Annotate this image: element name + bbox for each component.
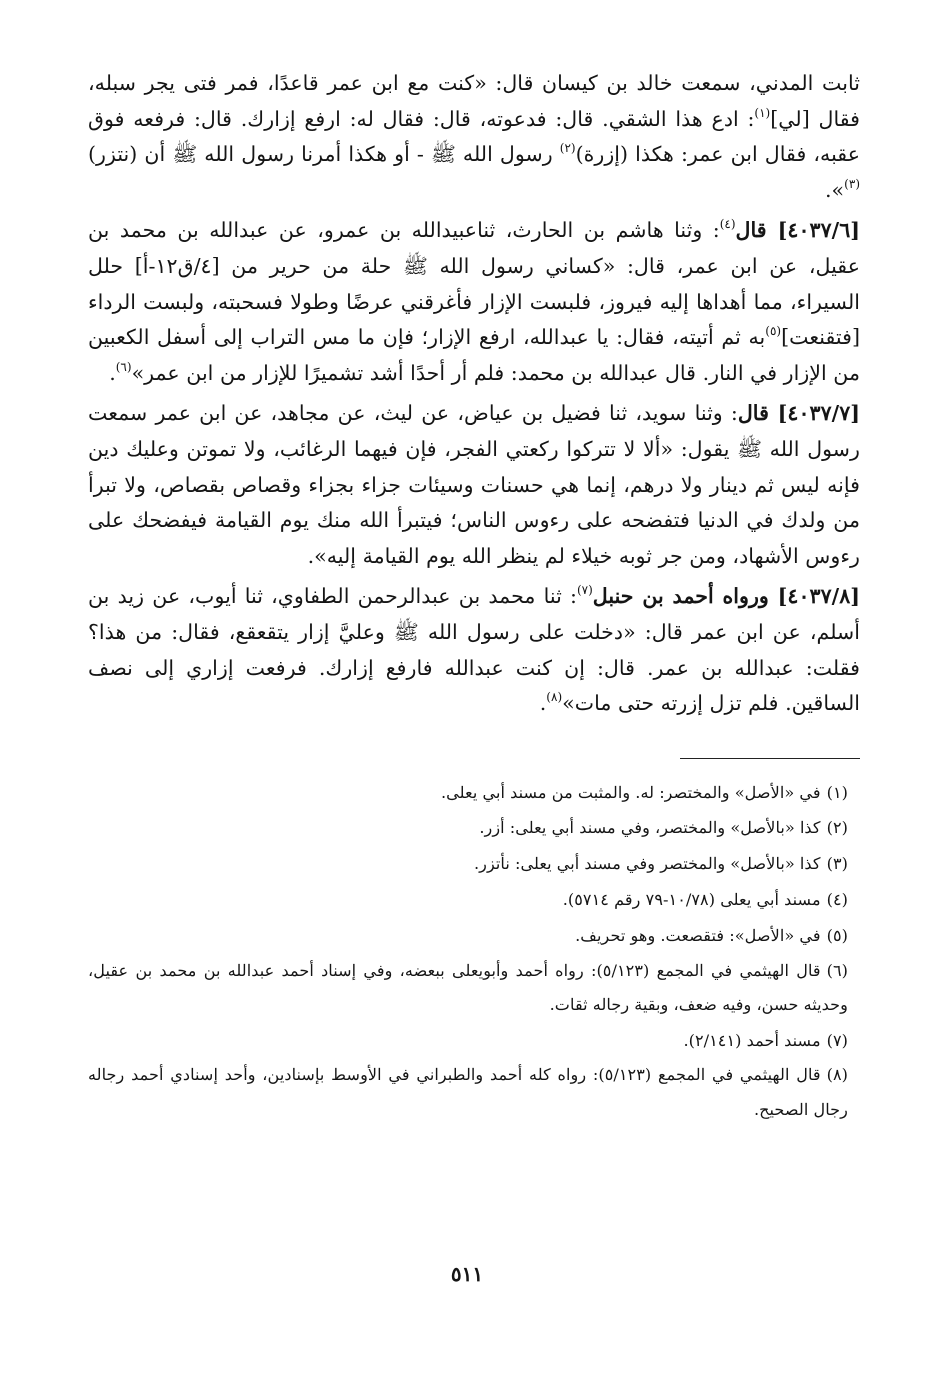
paragraph-4037-8 <box>88 579 860 721</box>
footnote-4 <box>88 882 860 918</box>
text-run: به ثم أتيته، فقال: يا عبدالله، ارفع الإزار؛ فإن ما مس التراب إلى أسفل الكعبين من الإزار في النار. قال عبدالله بن محمد: فلم أر أحدًا أشد تشميرًا للإزار من ابن عمر» <box>88 325 860 385</box>
footnotes <box>88 775 860 1128</box>
footnote-8 <box>88 1058 860 1127</box>
footnote-number: (٦) <box>826 960 848 980</box>
footnote-text: كذا «بالأصل» والمختصر وفي مسند أبي يعلى: نأتزر. <box>474 854 821 874</box>
footnote-text: مسند أحمد (٢/١٤١). <box>683 1030 821 1050</box>
footnote-5 <box>88 918 860 954</box>
footnote-number: (٨) <box>826 1065 848 1085</box>
footnote-text: في «الأصل» والمختصر: له. والمثبت من مسند أبي يعلى. <box>441 782 821 802</box>
footnote-ref[interactable]: (٢) <box>559 141 576 156</box>
footnote-ref[interactable]: (٣) <box>844 176 860 191</box>
footnote-ref[interactable]: (٨) <box>546 690 563 705</box>
footnote-ref[interactable]: (٧) <box>576 583 593 598</box>
footnote-text: قال الهيثمي في المجمع (٥/١٢٣): رواه كله أحمد والطبراني في الأوسط بإسنادين، وأحد إسنادي أحمد رجاله رجال الصحيح. <box>88 1065 848 1119</box>
footnote-ref[interactable]: (١) <box>754 105 771 120</box>
footnote-ref[interactable]: (٥) <box>765 324 782 339</box>
paragraph-4037-6 <box>88 213 860 391</box>
footnote-number: (٢) <box>826 818 848 838</box>
footnote-divider <box>680 758 860 759</box>
footnote-text: مسند أبي يعلى (١٠/٧٨-٧٩ رقم ٥٧١٤). <box>562 890 821 910</box>
footnote-1 <box>88 775 860 811</box>
footnote-7 <box>88 1023 860 1059</box>
footnote-text: في «الأصل»: فتقصعت. وهو تحريف. <box>575 925 821 945</box>
paragraph-1 <box>88 66 860 208</box>
footnote-text: كذا «بالأصل» والمختصر، وفي مسند أبي يعلى: أزر. <box>479 818 821 838</box>
hadith-number: [٤٠٣٧/٨] ورواه أحمد بن حنبل <box>592 584 860 609</box>
text-run: : ادع هذا الشقي. قال: فدعوته، قال: فقال له: ارفع إزارك. قال: فرفعه فوق عقبه، فقال ابن عمر: هكذا (إزرة) <box>88 106 860 167</box>
text-run: : وثنا سويد، ثنا فضيل بن عياض، عن ليث، عن مجاهد، عن ابن عمر سمعت رسول الله ﷺ يقول: «ألا لا تتركوا ركعتي الفجر، فإن فيهما الرغائب، ولا تموتن وعليك دين فإنه ليس ثم دينار ولا درهم، إنما هي حسنات وسيئات جزاء بجزاء وقصاص بقصاص، ولا تبرأ من ولدك في الدنيا فتفضحه على رءوس الناس؛ فيتبرأ الله منك يوم القيامة فيفضحك على رءوس الأشهاد، ومن جر ثوبه خيلاء لم ينظر الله يوم القيامة إليه». <box>88 401 860 568</box>
footnote-2 <box>88 810 860 846</box>
footnote-3 <box>88 846 860 882</box>
footnote-number: (٥) <box>826 925 848 945</box>
footnote-number: (١) <box>826 782 848 802</box>
page-number: ٥١١ <box>450 1262 484 1286</box>
footnote-number: (٣) <box>826 854 848 874</box>
text-run: : ثنا محمد بن عبدالرحمن الطفاوي، ثنا أيوب، عن زيد بن أسلم، عن ابن عمر قال: «دخلت على رسول الله ﷺ وعليَّ إزار يتقعقع، فقال: من هذا؟ فقلت: عبدالله بن عمر. قال: إن كنت عبدالله فارفع إزارك. فرفعت إزاري إلى نصف الساقين. فلم تزل إزرته حتى مات» <box>88 584 860 716</box>
text-run: . <box>539 691 547 716</box>
footnote-number: (٤) <box>826 890 848 910</box>
footnote-text: قال الهيثمي في المجمع (٥/١٢٣): رواه أحمد وأبويعلى ببعضه، وفي إسناد أحمد عبدالله بن محمد بن عقيل، وحديثه حسن، وفيه ضعف، وبقية رجاله ثقات. <box>88 960 848 1015</box>
footnote-ref[interactable]: (٤) <box>719 217 736 232</box>
text-run: ثابت المدني، سمعت خالد بن كيسان قال: «كنت مع ابن عمر قاعدًا، فمر فتى يجر سبله، فقال [لي] <box>88 71 860 131</box>
hadith-number: [٤٠٣٧/٧] قال <box>737 401 860 426</box>
footnote-ref[interactable]: (٦) <box>115 359 132 374</box>
footnote-number: (٧) <box>826 1030 848 1050</box>
text-run: . <box>109 360 116 385</box>
text-run: : وثنا هاشم بن الحارث، ثناعبيدالله بن عمرو، عن عبدالله بن محمد بن عقيل، عن ابن عمر، قال: «كساني رسول الله ﷺ حلة من حرير من [٤/ق١٢-أ] حلل السيراء، مما أهداها إليه فيروز، فلبست الإزار فأغرقني عرضًا وطولا فسحبته، ولبست الرداء [فتقنعت] <box>88 218 860 350</box>
hadith-number: [٤٠٣٧/٦] قال <box>735 218 860 243</box>
text-run: ». <box>825 177 845 202</box>
book-page <box>88 66 860 1127</box>
text-run: رسول الله ﷺ - أو هكذا أمرنا رسول الله ﷺ أن (نتزر) <box>88 142 560 167</box>
footnote-6 <box>88 954 860 1023</box>
paragraph-4037-7 <box>88 396 860 574</box>
